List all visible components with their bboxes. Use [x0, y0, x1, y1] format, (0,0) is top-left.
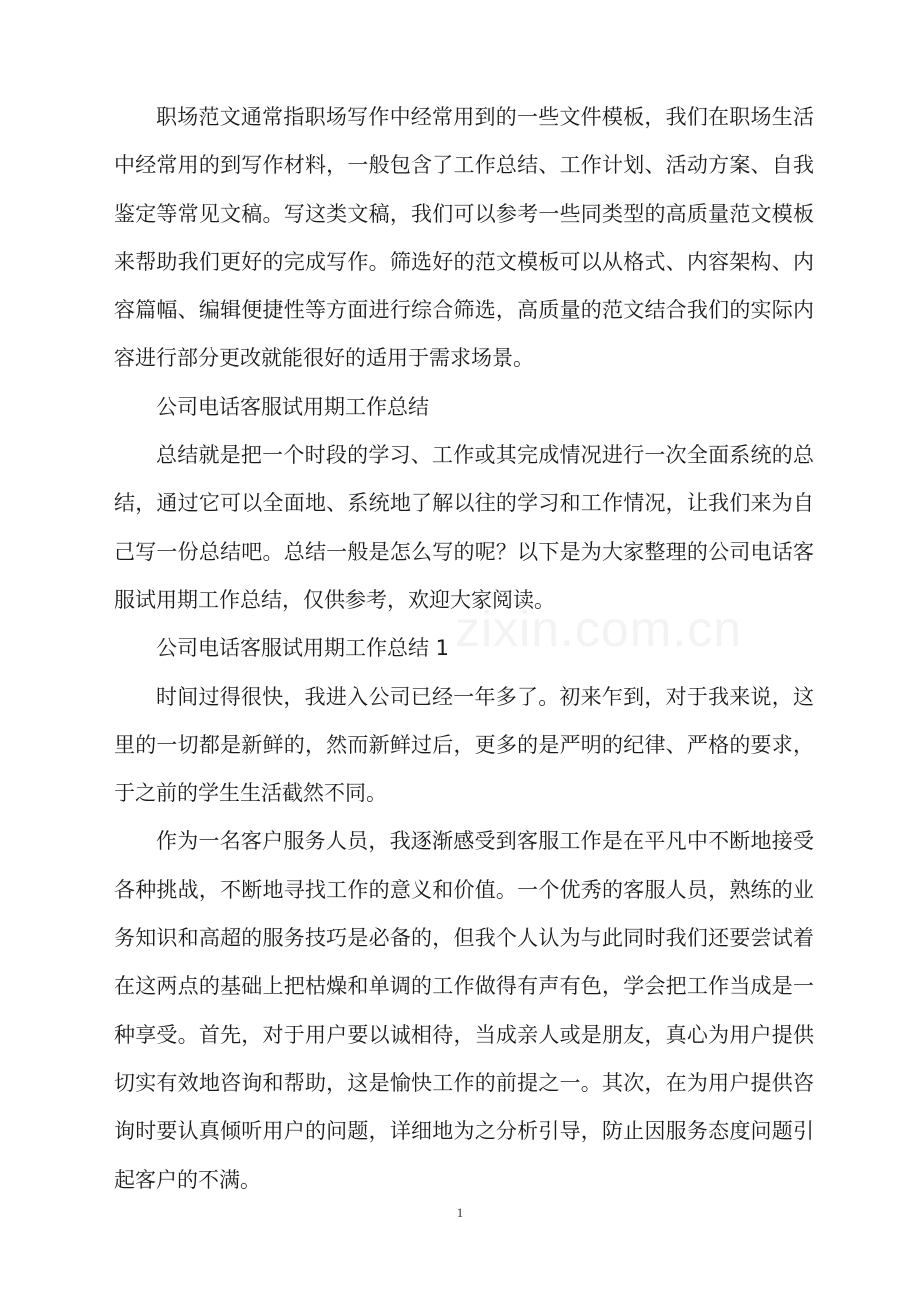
- intro-paragraph: 职场范文通常指职场写作中经常用到的一些文件模板，我们在职场生活中经常用的到写作材料，一般包含了工作总结、工作计划、活动方案、自我鉴定等常见文稿。写这类文稿，我们可以参考一些同类型的高质量范文模板来帮助我们更好的完成写作。筛选好的范文模板可以从格式、内容架构、内容篇幅、编辑便捷性等方面进行综合筛选，高质量的范文结合我们的实际内容进行部分更改就能很好的适用于需求场景。: [114, 105, 814, 371]
- watermark: zixin.com.cn: [455, 601, 743, 657]
- section-heading-1: 公司电话客服试用期工作总结 1: [156, 636, 450, 661]
- summary-intro-paragraph: 总结就是把一个时段的学习、工作或其完成情况进行一次全面系统的总结，通过它可以全面地、系统地了解以往的学习和工作情况，让我们来为自己写一份总结吧。总结一般是怎么写的呢？以下是为大家整理的公司电话客服试用期工作总结，仅供参考，欢迎大家阅读。: [114, 443, 814, 612]
- body-paragraph-2: 作为一名客户服务人员，我逐渐感受到客服工作是在平凡中不断地接受各种挑战，不断地寻找工作的意义和价值。一个优秀的客服人员，熟练的业务知识和高超的服务技巧是必备的，但我个人认为与此同时我们还要尝试着在这两点的基础上把枯燥和单调的工作做得有声有色，学会把工作当成是一种享受。首先，对于用户要以诚相待，当成亲人或是朋友，真心为用户提供切实有效地咨询和帮助，这是愉快工作的前提之一。其次，在为用户提供咨询时要认真倾听用户的问题，详细地为之分析引导，防止因服务态度问题引起客户的不满。: [114, 829, 814, 1192]
- page-number: 1: [456, 1205, 464, 1220]
- document-title: 公司电话客服试用期工作总结: [156, 394, 429, 419]
- body-paragraph-1: 时间过得很快，我进入公司已经一年多了。初来乍到，对于我来说，这里的一切都是新鲜的，然而新鲜过后，更多的是严明的纪律、严格的要求，于之前的学生生活截然不同。: [114, 684, 814, 806]
- document-body: [114, 93, 814, 1204]
